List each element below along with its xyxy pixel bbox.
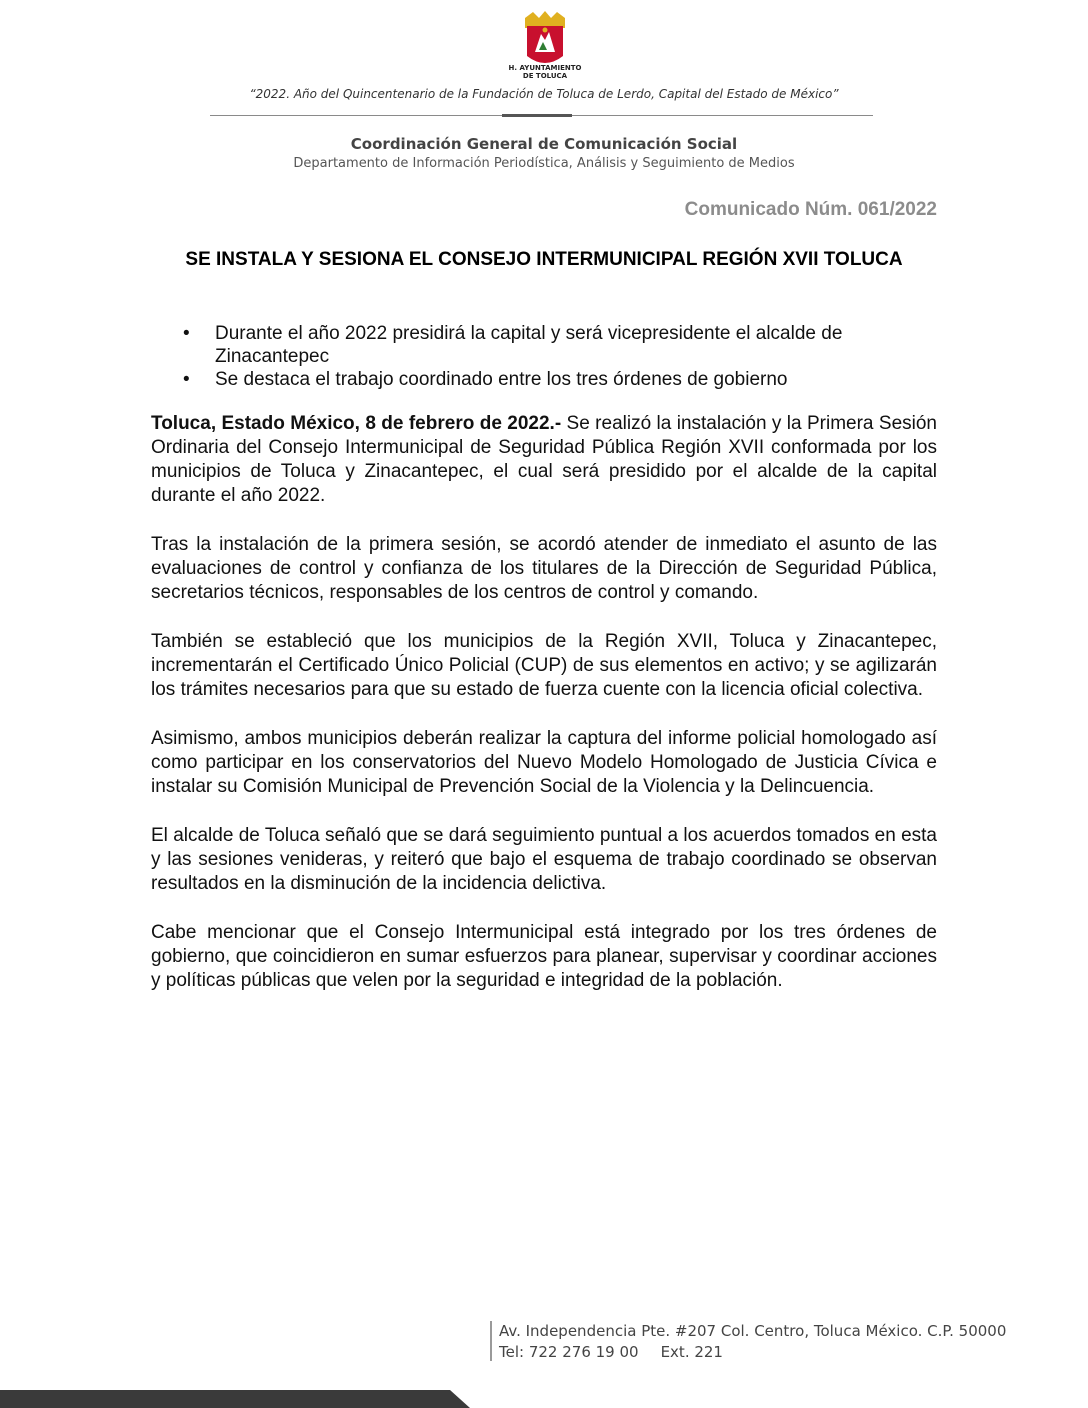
year-motto: “2022. Año del Quincentenario de la Fundación de Toluca de Lerdo, Capital del Estado de México” [249,87,839,101]
footer-extension: Ext. 221 [660,1343,723,1361]
department-subtitle: Departamento de Información Periodística, Análisis y Seguimiento de Medios [293,156,795,171]
bullet-text: Se destaca el trabajo coordinado entre los tres órdenes de gobierno [215,369,788,390]
paragraph: También se estableció que los municipios de la Región XVII, Toluca y Zinacantepec, incrementarán el Certificado Único Policial (CUP) de sus elementos en activo; y se agilizarán los trámites necesarios para que su estado de fuerza cuente con la licencia oficial colectiva. [151,631,937,700]
list-item: • Se destaca el trabajo coordinado entre los tres órdenes de gobierno [183,369,788,390]
dateline: Toluca, Estado México, 8 de febrero de 2022.- [151,413,562,434]
logo-caption: H. AYUNTAMIENTO DE TOLUCA [508,64,582,80]
highlights-list [180,322,900,391]
bottom-decorative-band [0,1390,470,1408]
paragraph: Cabe mencionar que el Consejo Intermunicipal está integrado por los tres órdenes de gobierno, que coincidieron en sumar esfuerzos para planear, supervisar y coordinar acciones y políticas públicas que velen por la seguridad e integridad de la población. [151,922,937,991]
paragraph [151,412,937,508]
paragraph: El alcalde de Toluca señaló que se dará seguimiento puntual a los acuerdos tomados en esta y las sesiones venideras, y reiteró que bajo el esquema de trabajo coordinado se observan resultados en la disminución de la incidencia delictiva. [151,825,937,894]
coordination-title: Coordinación General de Comunicación Social [350,135,738,153]
article-body [151,412,937,1018]
paragraph: Tras la instalación de la primera sesión, se acordó atender de inmediato el asunto de las evaluaciones de control y confianza de los titulares de la Dirección de Seguridad Pública, secretarios técnicos, responsables de los centros de control y comando. [151,534,937,603]
footer-divider [490,1321,492,1361]
bullet-text: Durante el año 2022 presidirá la capital y será vicepresidente el alcalde de Zinacantepec [215,323,843,367]
headline: SE INSTALA Y SESIONA EL CONSEJO INTERMUNICIPAL REGIÓN XVII TOLUCA [185,249,903,270]
footer-phone: Tel: 722 276 19 00 [499,1343,639,1361]
header-divider-accent [502,114,572,117]
communique-number: Comunicado Núm. 061/2022 [684,199,937,220]
paragraph: Asimismo, ambos municipios deberán realizar la captura del informe policial homologado así como participar en los conservatorios del Nuevo Modelo Homologado de Justicia Cívica e instalar su Comisión Municipal de Prevención Social de la Violencia y la Delincuencia. [151,728,937,797]
footer-address: Av. Independencia Pte. #207 Col. Centro, Toluca México. C.P. 50000 [499,1322,1007,1340]
list-item: • Durante el año 2022 presidirá la capital y será vicepresidente el alcalde de Zinacantepec [183,323,843,367]
footer-contact [499,1321,1006,1363]
paragraph-text: Se realizó la instalación y la Primera Sesión Ordinaria del Consejo Intermunicipal de Seguridad Pública Región XVII conformada por los municipios de Toluca y Zinacantepec, el cual será presidido por el alcalde de la capital durante el año 2022. [151,413,937,506]
